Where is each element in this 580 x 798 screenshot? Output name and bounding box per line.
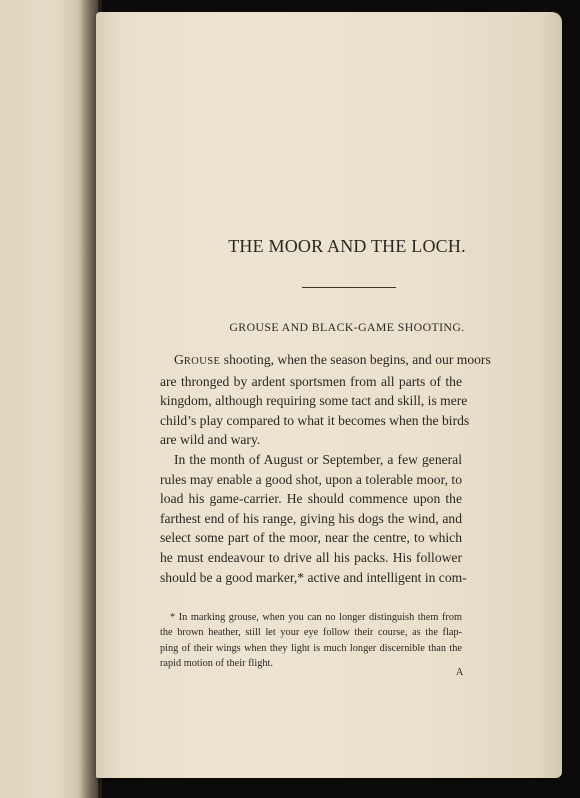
paragraph-line: kingdom, although requiring some tact and skill, is mere [160, 393, 468, 409]
paragraph-line: GROUSE shooting, when the season begins, and our moors [174, 352, 491, 367]
paragraph-line: In the month of August or September, a few general [174, 451, 462, 467]
footnote-line: ping of their wings when they light is much longer discernible than the [160, 642, 462, 654]
right-page [96, 12, 562, 778]
signature-mark: A [456, 667, 464, 678]
paragraph-line: farthest end of his range, giving his dogs the wind, and [160, 510, 462, 526]
paragraph-line: child’s play compared to what it becomes when the birds [160, 412, 470, 428]
paragraph-line: should be a good marker,* active and intelligent in com- [160, 569, 467, 585]
paragraph-line: load his game-carrier. He should commence upon the [160, 491, 462, 507]
paragraph-line: are wild and wary. [160, 432, 261, 448]
section-heading: GROUSE AND BLACK-GAME SHOOTING. [229, 320, 465, 334]
drop-initial: G [174, 352, 184, 367]
footnote-line: the brown heather, still let your eye follow their course, as the flap- [160, 627, 462, 639]
footnote-line: rapid motion of their flight. [160, 657, 273, 669]
page-title: THE MOOR AND THE LOCH. [228, 236, 466, 256]
paragraph-line: rules may enable a good shot, upon a tolerable moor, to [160, 471, 462, 487]
paragraph-line: are thronged by ardent sportsmen from all parts of the [160, 373, 462, 389]
paragraph-line: select some part of the moor, near the centre, to which [160, 530, 462, 546]
paragraph-line: he must endeavour to drive all his packs. His follower [160, 549, 462, 565]
body-text [160, 350, 491, 587]
footnote [160, 610, 462, 671]
title-rule [302, 287, 396, 288]
small-caps-word: ROUSE [183, 356, 221, 367]
footnote-line: * In marking grouse, when you can no longer distinguish them from [170, 612, 462, 623]
